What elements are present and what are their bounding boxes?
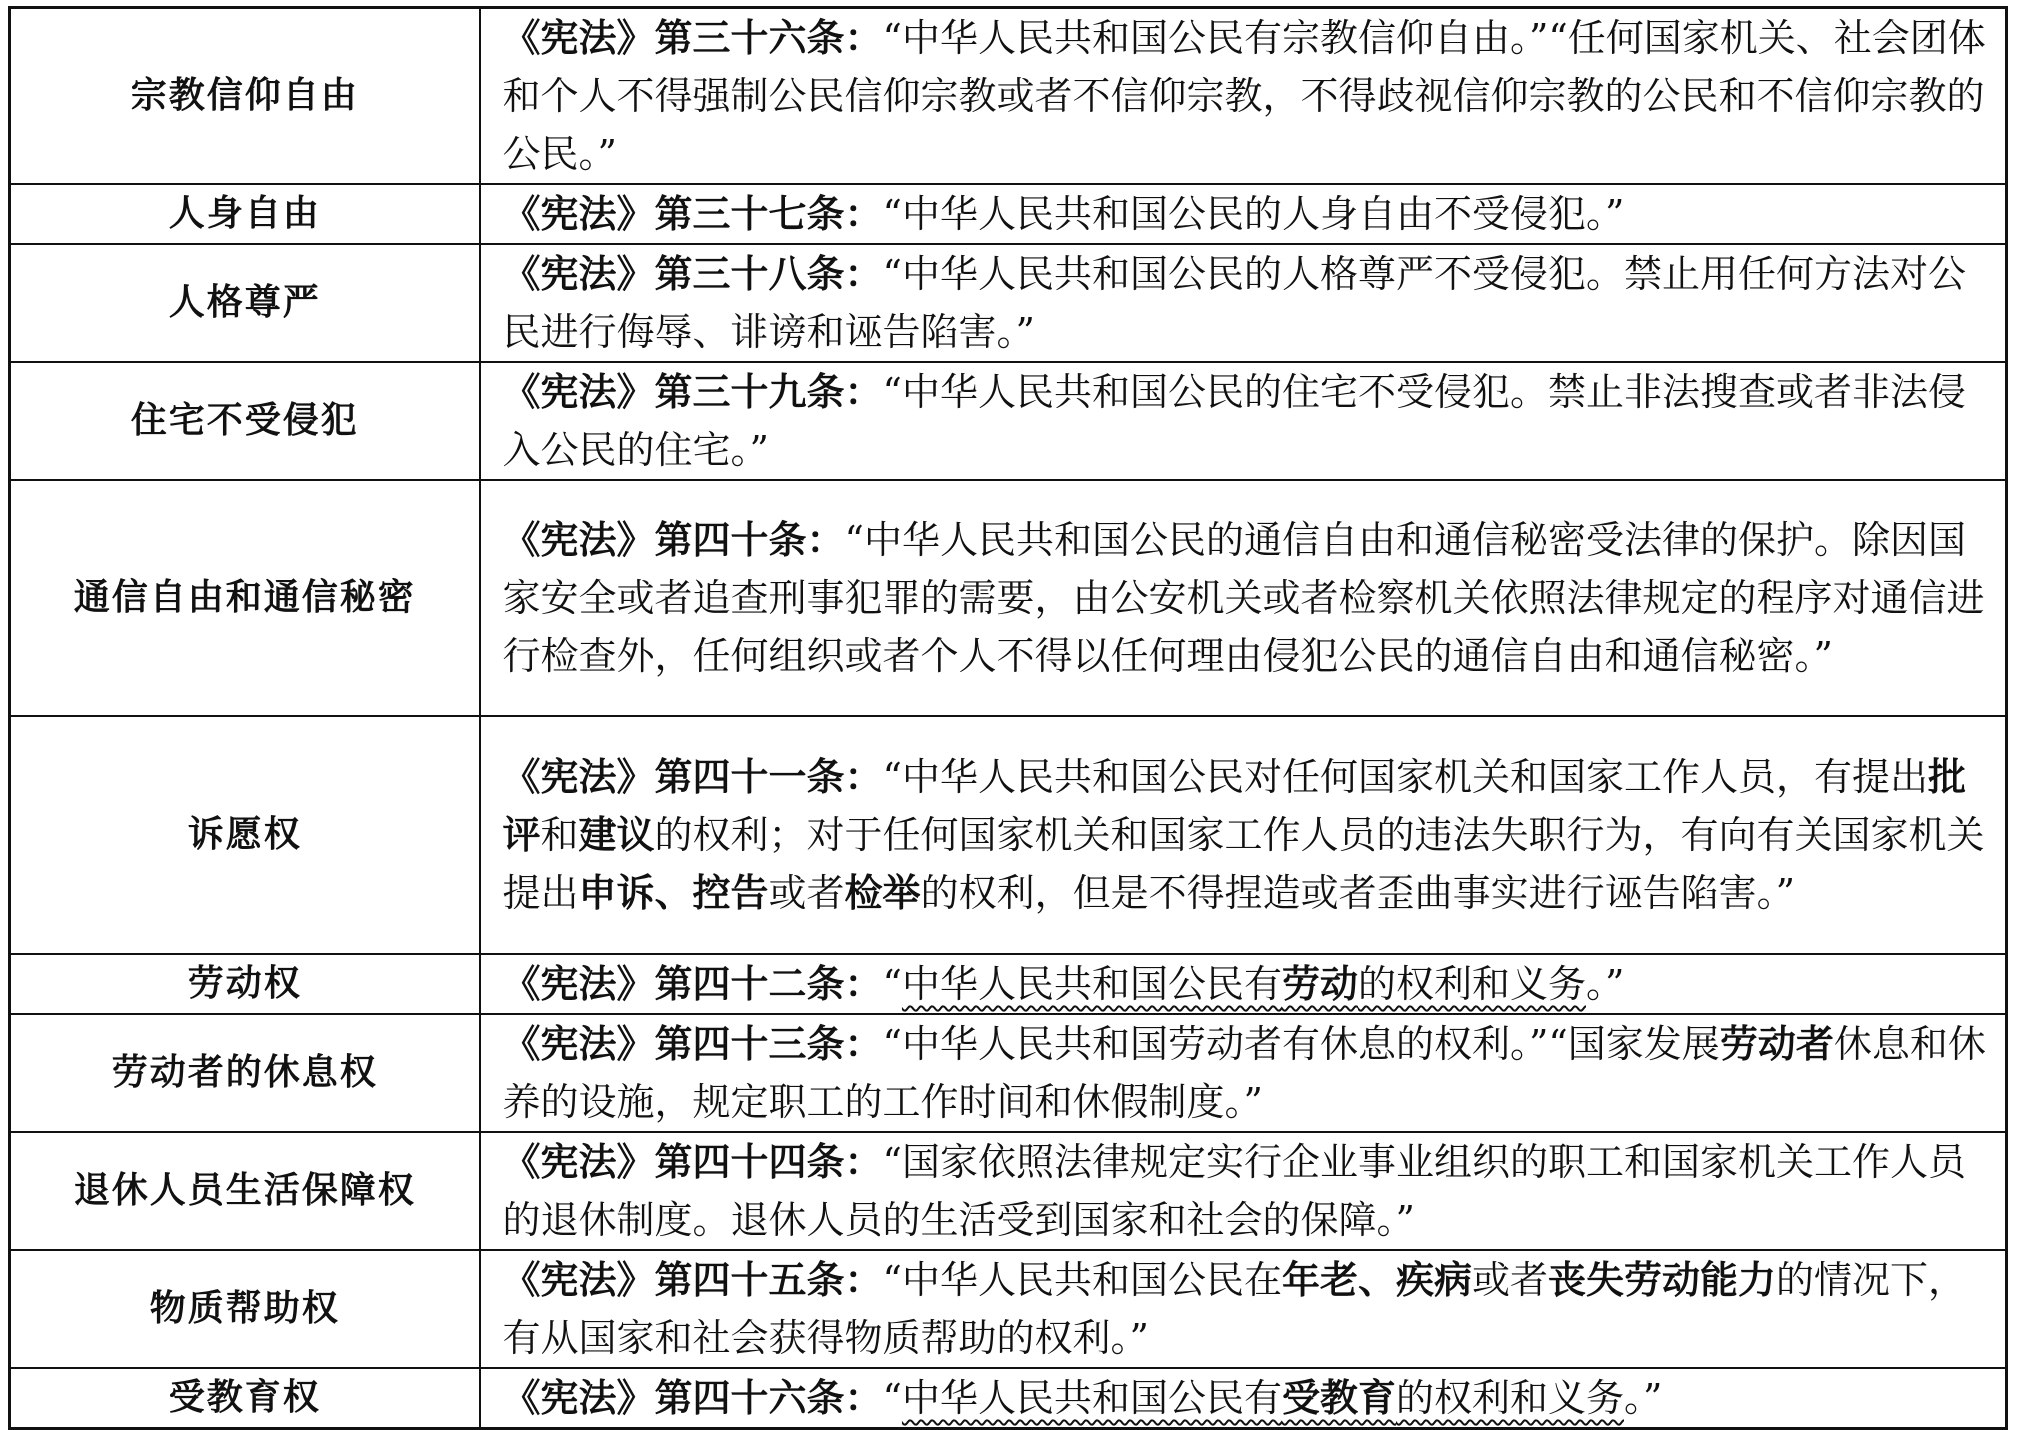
provision-text [480,362,2007,480]
provision-text [480,954,2007,1014]
article-quote: “中华人民共和国公民的人格尊严不受侵犯。禁止用任何方法对公民进行侮辱、诽谤和诬告陷害。” [502,252,1966,354]
provision-text [480,480,2007,716]
article-quote: “中华人民共和国公民的人身自由不受侵犯。” [882,192,1625,236]
article-ref: 《宪法》第四十四条： [502,1140,883,1184]
emphasis-text: 受教育 [1281,1376,1396,1420]
article-ref: 《宪法》第四十六条： [502,1376,883,1420]
right-name: 人身自由 [10,184,480,244]
quote-part: 中华人民共和国公民有 [901,962,1282,1006]
quote-part: 。” [1624,1376,1663,1420]
emphasis-text: 建议 [578,813,655,857]
emphasis-text: 丧失劳动能力 [1547,1258,1776,1302]
constitution-rights-table [8,6,2008,1430]
table-row [10,716,2007,954]
article-quote: “中华人民共和国公民有宗教信仰自由。”“任何国家机关、社会团体和个人不得强制公民信仰宗教或者不信仰宗教，不得歧视信仰宗教的公民和不信仰宗教的公民。” [502,16,1986,176]
provision-text [480,716,2007,954]
table-row [10,184,2007,244]
provision-text [480,1132,2007,1250]
emphasis-text: 年老、疾病 [1281,1258,1472,1302]
quote-part: “中华人民共和国公民在 [882,1258,1282,1302]
quote-part: 的权利，但是不得捏造或者歪曲事实进行诬告陷害。” [920,871,1795,915]
provision-text [480,1368,2007,1429]
table-row [10,1368,2007,1429]
wavy-underline-text [902,962,1586,1006]
wavy-underline-text [902,1376,1624,1420]
table-row [10,244,2007,362]
right-name: 人格尊严 [10,244,480,362]
quote-part: “中华人民共和国劳动者有休息的权利。”“国家发展 [882,1022,1720,1066]
right-name: 诉愿权 [10,716,480,954]
article-ref: 《宪法》第四十三条： [502,1022,883,1066]
article-ref: 《宪法》第三十九条： [502,370,883,414]
quote-part: “ [882,962,902,1006]
quote-part: 。” [1586,962,1625,1006]
provision-text [480,1250,2007,1368]
article-ref: 《宪法》第四十一条： [502,755,883,799]
article-quote: “中华人民共和国公民的通信自由和通信秘密受法律的保护。除因国家安全或者追查刑事犯罪的需要，由公安机关或者检察机关依照法律规定的程序对通信进行检查外，任何组织或者个人不得以任何理由侵犯公民的通信自由和通信秘密。” [502,518,1985,678]
table-row [10,8,2007,185]
provision-text [480,184,2007,244]
table-row [10,1014,2007,1132]
article-ref: 《宪法》第三十八条： [502,252,883,296]
quote-part: “中华人民共和国公民对任何国家机关和国家工作人员，有提出 [882,755,1928,799]
table-row [10,362,2007,480]
quote-part: 的情况下，有从国家和社会获得物质帮助的权利。” [502,1258,1967,1360]
table-row [10,480,2007,716]
article-ref: 《宪法》第四十二条： [502,962,883,1006]
right-name: 物质帮助权 [10,1250,480,1368]
provision-text [480,8,2007,185]
article-quote: “中华人民共和国公民的住宅不受侵犯。禁止非法搜查或者非法侵入公民的住宅。” [502,370,1966,472]
provision-text [480,1014,2007,1132]
article-ref: 《宪法》第四十条： [502,518,845,562]
right-name: 劳动权 [10,954,480,1014]
emphasis-text: 批评 [502,755,1966,857]
right-name: 劳动者的休息权 [10,1014,480,1132]
article-ref: 《宪法》第三十七条： [502,192,883,236]
provision-text [480,244,2007,362]
right-name: 住宅不受侵犯 [10,362,480,480]
emphasis-text: 劳动者 [1719,1022,1834,1066]
right-name: 通信自由和通信秘密 [10,480,480,716]
quote-part: 休息和休养的设施，规定职工的工作时间和休假制度。” [502,1022,1986,1124]
quote-part: 和 [540,813,579,857]
quote-part: 或者 [768,871,845,915]
table-row [10,954,2007,1014]
quote-part: 或者 [1471,1258,1548,1302]
quote-part: 的权利和义务 [1395,1376,1624,1420]
right-name: 受教育权 [10,1368,480,1429]
quote-part: 的权利；对于任何国家机关和国家工作人员的违法失职行为，有向有关国家机关提出 [502,813,1985,915]
article-ref: 《宪法》第四十五条： [502,1258,883,1302]
table-row [10,1250,2007,1368]
emphasis-text: 劳动 [1281,962,1358,1006]
emphasis-text: 检举 [844,871,921,915]
quote-part: 的权利和义务 [1357,962,1586,1006]
article-quote: “国家依照法律规定实行企业事业组织的职工和国家机关工作人员的退休制度。退休人员的生活受到国家和社会的保障。” [502,1140,1966,1242]
quote-part: “ [882,1376,902,1420]
emphasis-text: 申诉、控告 [578,871,769,915]
table-row [10,1132,2007,1250]
article-ref: 《宪法》第三十六条： [502,16,883,60]
right-name: 宗教信仰自由 [10,8,480,185]
quote-part: 中华人民共和国公民有 [901,1376,1282,1420]
right-name: 退休人员生活保障权 [10,1132,480,1250]
